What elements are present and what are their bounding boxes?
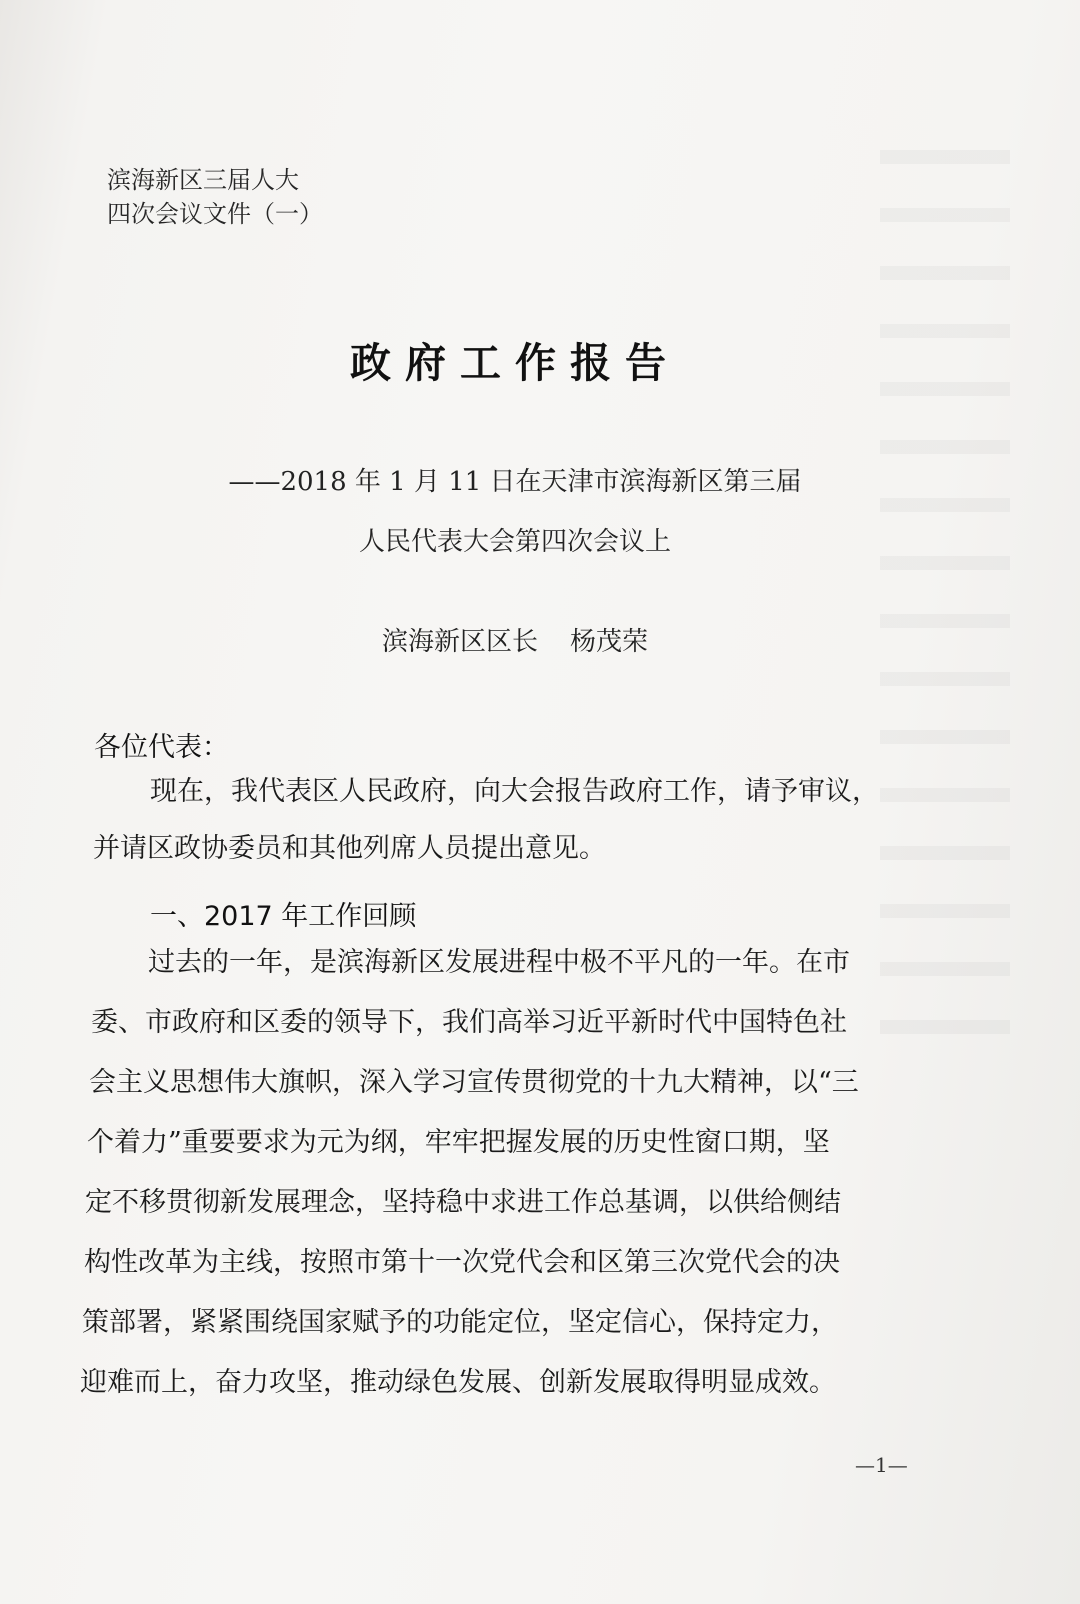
- paragraph-2-line-7: 策部署，紧紧围绕国家赋予的功能定位，坚定信心，保持定力，: [82, 1307, 838, 1338]
- header-line-1: 滨海新区三届人大: [107, 166, 299, 194]
- page-number: —1—: [855, 1453, 908, 1477]
- author-role: 滨海新区区长: [381, 627, 538, 657]
- paragraph-2-line-8: 迎难而上，奋力攻坚，推动绿色发展、创新发展取得明显成效。: [80, 1367, 836, 1398]
- document-title: 政府工作报告: [350, 339, 680, 387]
- paragraph-1-line-2: 并请区政协委员和其他列席人员提出意见。: [93, 833, 606, 864]
- header-line-2: 四次会议文件（一）: [107, 200, 323, 228]
- paragraph-2-line-3: 会主义思想伟大旗帜，深入学习宣传贯彻党的十九大精神，以“三: [89, 1067, 859, 1098]
- bleed-through-shadow: [880, 150, 1010, 1050]
- paragraph-2-line-1: 过去的一年，是滨海新区发展进程中极不平凡的一年。在市: [148, 947, 850, 978]
- paragraph-2-line-5: 定不移贯彻新发展理念，坚持稳中求进工作总基调，以供给侧结: [85, 1187, 841, 1218]
- paragraph-2-line-6: 构性改革为主线，按照市第十一次党代会和区第三次党代会的决: [84, 1247, 840, 1278]
- subtitle-line-1: ——2018 年 1 月 11 日在天津市滨海新区第三届: [228, 467, 802, 497]
- section-heading: 一、2017 年工作回顾: [150, 901, 417, 932]
- author-name: 杨茂荣: [570, 627, 649, 657]
- author-line: [0, 621, 1030, 658]
- document-header: [107, 163, 323, 231]
- salutation: 各位代表：: [94, 732, 229, 763]
- paragraph-2-line-2: 委、市政府和区委的领导下，我们高举习近平新时代中国特色社: [91, 1007, 847, 1038]
- paragraph-2-line-4: 个着力”重要要求为元为纲，牢牢把握发展的历史性窗口期，坚: [87, 1127, 830, 1158]
- paragraph-1-line-1: 现在，我代表区人民政府，向大会报告政府工作，请予审议，: [150, 776, 879, 807]
- subtitle-line-2: 人民代表大会第四次会议上: [358, 527, 671, 557]
